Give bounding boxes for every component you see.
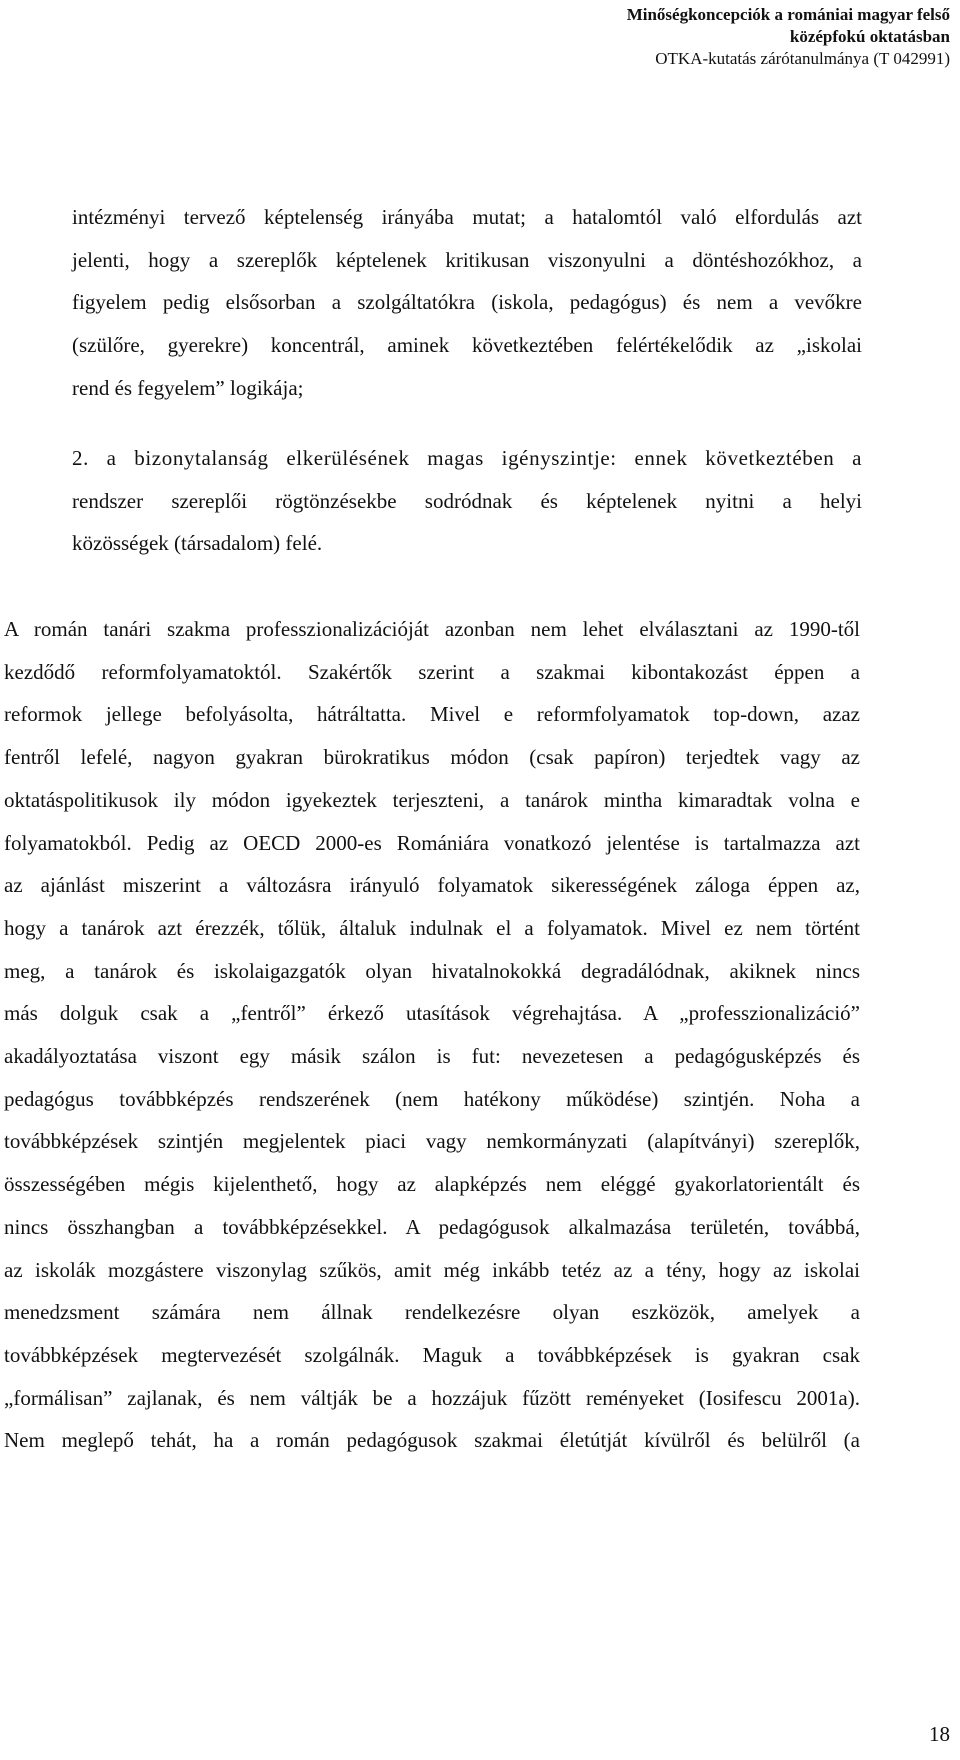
text-line: reformok jellege befolyásolta, hátráltatta. Mivel e reformfolyamatok top-down, azaz	[4, 702, 860, 727]
text-line: nincs összhangban a továbbképzésekkel. A pedagógusok alkalmazása területén, továbbá,	[4, 1214, 860, 1239]
text-line: akadályoztatása viszont egy másik szálon is fut: nevezetesen a pedagógusképzés és	[4, 1044, 860, 1069]
text-line: kezdődő reformfolyamatoktól. Szakértők szerint a szakmai kibontakozást éppen a	[4, 659, 860, 684]
text-line: Nem meglepő tehát, ha a román pedagógusok szakmai életútját kívülről és belülről (a	[4, 1428, 860, 1453]
header-subtitle: OTKA-kutatás zárótanulmánya (T 042991)	[655, 49, 950, 68]
text-line: az ajánlást miszerint a változásra irányuló folyamatok sikerességének záloga éppen az,	[4, 873, 860, 898]
text-line: menedzsment számára nem állnak rendelkezésre olyan eszközök, amelyek a	[4, 1300, 860, 1325]
paragraph-continuation	[72, 196, 862, 410]
text-line: fentről lefelé, nagyon gyakran bürokratikus módon (csak papíron) terjedtek vagy az	[4, 745, 860, 770]
text-line: intézményi tervező képtelenség irányába mutat; a hatalomtól való elfordulás azt	[72, 205, 862, 229]
text-line: meg, a tanárok és iskolaigazgatók olyan hivatalnokokká degradálódnak, akiknek nincs	[4, 958, 860, 983]
text-line: összességében mégis kijelenthető, hogy az alapképzés nem eléggé gyakorlatorientált és	[4, 1172, 860, 1197]
text-line: 2. a bizonytalanság elkerülésének magas igényszintje: ennek következtében a	[72, 446, 862, 470]
text-line: pedagógus továbbképzés rendszerének (nem hatékony működése) szintjén. Noha a	[4, 1086, 860, 1111]
body-paragraph	[4, 608, 860, 1462]
header-title-line1: Minőségkoncepciók a romániai magyar felső	[626, 5, 950, 24]
text-line: továbbképzések megtervezését szolgálnák. Maguk a továbbképzések is gyakran csak	[4, 1342, 860, 1367]
text-line: jelenti, hogy a szereplők képtelenek kritikusan viszonyulni a döntéshozókhoz, a	[72, 247, 862, 272]
text-line: A román tanári szakma professzionalizációját azonban nem lehet elválasztani az 1990-től	[4, 617, 860, 641]
text-line: rendszer szereplői rögtönzésekbe sodródnak és képtelenek nyitni a helyi	[72, 488, 862, 513]
text-line: rend és fegyelem” logikája;	[72, 375, 304, 400]
header-title-line2: középfokú oktatásban	[789, 27, 950, 46]
text-line: az iskolák mozgástere viszonylag szűkös, amit még inkább tetéz az a tény, hogy az iskolai	[4, 1257, 860, 1282]
text-line: oktatáspolitikusok ily módon igyekeztek terjeszteni, a tanárok mintha kimaradtak volna e	[4, 787, 860, 812]
text-line: „formálisan” zajlanak, és nem váltják be a hozzájuk fűzött reményeket (Iosifescu 2001a).	[4, 1385, 860, 1410]
text-line: folyamatokból. Pedig az OECD 2000-es Romániára vonatkozó jelentése is tartalmazza azt	[4, 830, 860, 855]
running-header	[430, 4, 950, 70]
text-line: más dolguk csak a „fentről” érkező utasítások végrehajtása. A „professzionalizáció”	[4, 1001, 860, 1026]
numbered-item-2	[72, 437, 862, 565]
text-line: hogy a tanárok azt érezzék, tőlük, általuk indulnak el a folyamatok. Mivel ez nem történt	[4, 915, 860, 940]
text-line: figyelem pedig elsősorban a szolgáltatókra (iskola, pedagógus) és nem a vevőkre	[72, 290, 862, 315]
text-line: közösségek (társadalom) felé.	[72, 531, 323, 556]
page-number: 18	[929, 1722, 950, 1746]
text-line: (szülőre, gyerekre) koncentrál, aminek következtében felértékelődik az „iskolai	[72, 333, 862, 358]
text-line: továbbképzések szintjén megjelentek piaci vagy nemkormányzati (alapítványi) szereplők,	[4, 1129, 860, 1154]
